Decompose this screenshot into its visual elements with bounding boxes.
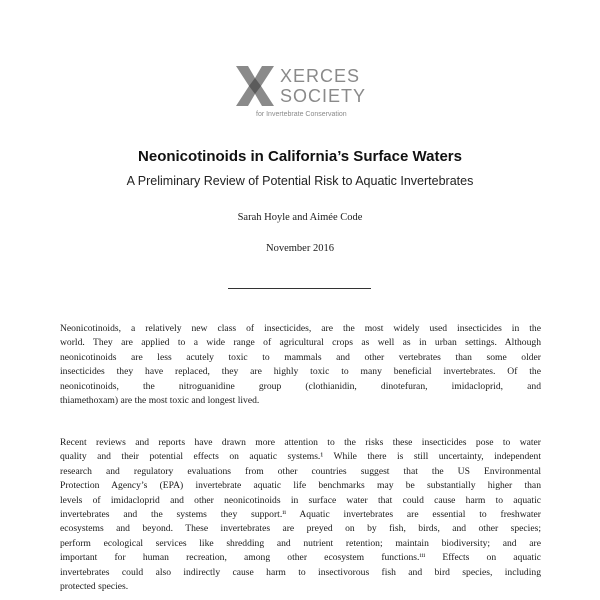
paragraph-line: protected species. [60, 581, 129, 593]
paragraph-line: thiamethoxam) are the most toxic and longest lived. [60, 395, 260, 407]
paragraph-line: Neonicotinoids, a relatively new class of insecticides, are the most widely used insecticides in the [60, 323, 541, 334]
paragraph-line: Recent reviews and reports have drawn more attention to the risks these insecticides pose to water [60, 437, 541, 448]
paragraph-line: invertebrates could also indirectly cause harm to insectivorous fish and bird species, including [60, 566, 541, 578]
body-paragraph-1 [60, 322, 541, 408]
paragraph-line: perform ecological services like shredding and nutrient retention; maintain biodiversity; and are [60, 537, 541, 549]
authors: Sarah Hoyle and Aimée Code [237, 212, 363, 223]
logo-word-xerces: XERCES [280, 66, 361, 86]
document-subtitle: A Preliminary Review of Potential Risk to Aquatic Invertebrates [126, 174, 474, 188]
xerces-x-logo-icon [236, 66, 274, 106]
paragraph-line: research and regulatory evaluations from other countries suggest that the US Environmental [60, 465, 541, 477]
logo-word-society: SOCIETY [280, 86, 367, 106]
paragraph-line: levels of imidacloprid and other neonicotinoids in surface water that could cause harm to aquatic [60, 494, 541, 506]
paragraph-line: quality and their potential effects on aquatic systems.¹ While there is still uncertainty, independent [60, 451, 541, 463]
xerces-society-logo [236, 66, 376, 128]
paragraph-line: insecticides they have replaced, they are highly toxic to many beneficial invertebrates. Of the [60, 366, 541, 378]
publication-date: November 2016 [266, 243, 334, 254]
paragraph-line: neonicotinoids, the nitroguanidine group (clothianidin, dinotefuran, imidacloprid, and [60, 380, 541, 392]
paragraph-line: invertebrates and the systems they support.ⁱⁱ Aquatic invertebrates are essential to freshwater [60, 509, 541, 521]
body-paragraph-2 [60, 436, 541, 594]
logo-tagline: for Invertebrate Conservation [256, 111, 347, 118]
paragraph-line: important for human recreation, among other ecosystem functions.ⁱⁱⁱ Effects on aquatic [60, 552, 541, 564]
paragraph-line: ecosystems and beyond. These invertebrates are preyed on by fish, birds, and other species; [60, 523, 541, 535]
divider-rule [228, 288, 371, 289]
paragraph-line: neonicotinoids are less acutely toxic to mammals and other vertebrates than some older [60, 351, 541, 363]
document-title: Neonicotinoids in California’s Surface Waters [138, 148, 462, 165]
paragraph-line: Protection Agency’s (EPA) invertebrate aquatic life benchmarks may be substantially higher than [60, 480, 541, 492]
paragraph-line: world. They are applied to a wide range of agricultural crops as well as in urban settings. Although [60, 337, 541, 349]
